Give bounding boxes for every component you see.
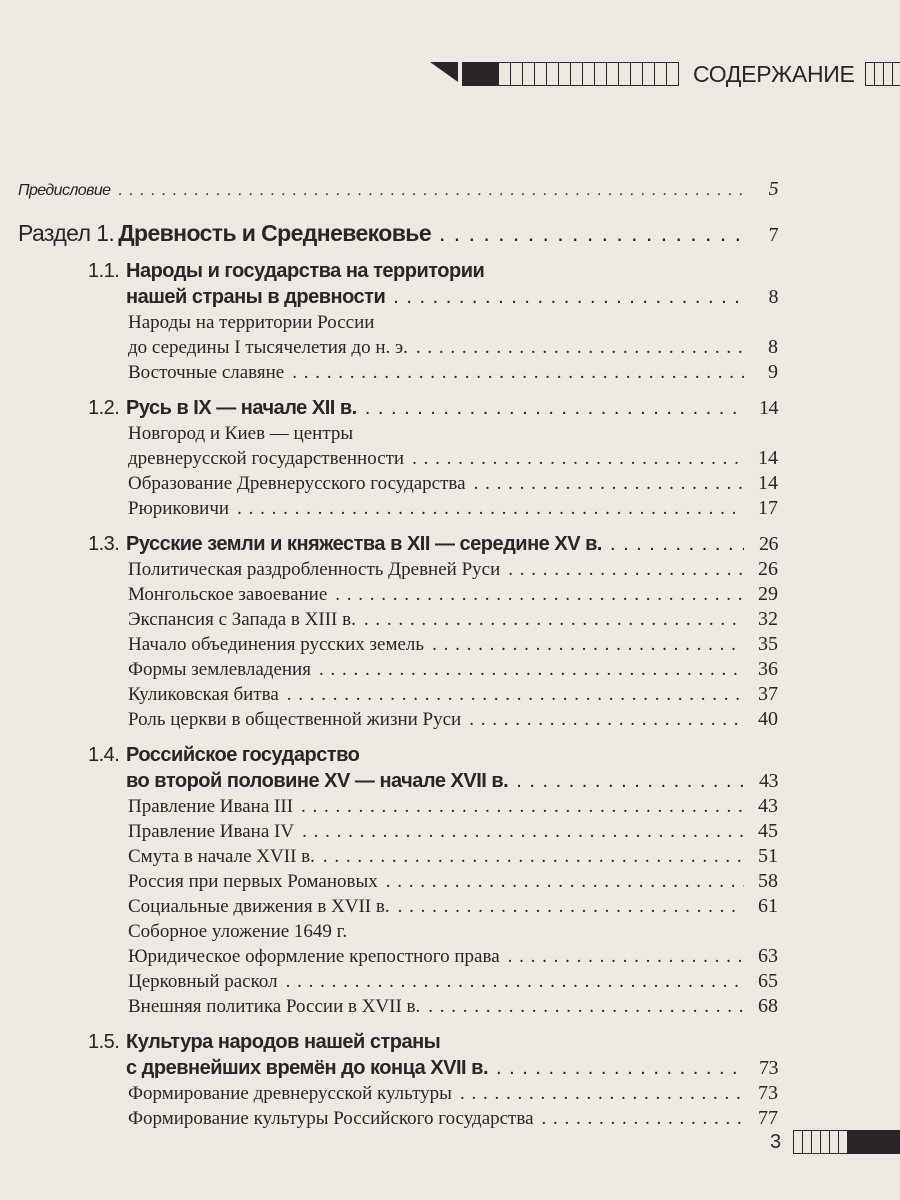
- page-number: 58: [758, 870, 778, 892]
- dot-leader: [301, 794, 744, 819]
- dot-leader: [302, 819, 744, 844]
- section-number: 1.3.: [88, 533, 120, 555]
- toc-entry-item[interactable]: [18, 360, 778, 385]
- entry-title: Восточные славяне: [128, 362, 285, 383]
- dot-leader: [237, 496, 744, 521]
- dot-leader: [460, 1081, 744, 1106]
- dot-leader: [469, 707, 744, 732]
- toc-entry-item[interactable]: [18, 421, 778, 446]
- toc-entry-section[interactable]: [18, 742, 778, 768]
- toc-entry-item[interactable]: [18, 894, 778, 919]
- entry-title: древнерусской государственности: [128, 448, 405, 469]
- dot-leader: [516, 768, 744, 794]
- page-number: 61: [758, 895, 778, 917]
- section-number: 1.1.: [88, 260, 120, 282]
- page-number: 40: [758, 708, 778, 730]
- toc-entry-item[interactable]: [18, 869, 778, 894]
- page-number: 17: [758, 497, 778, 519]
- entry-title: Политическая раздробленность Древней Руси: [128, 559, 501, 580]
- page-number: 68: [758, 995, 778, 1017]
- entry-title: Народы на территории России: [128, 312, 375, 333]
- decorative-bar-left: [462, 62, 679, 86]
- toc-entry-item[interactable]: [18, 632, 778, 657]
- entry-title: с древнейших времён до конца XVII в.: [126, 1057, 489, 1079]
- entry-title: Начало объединения русских земель: [128, 634, 425, 655]
- entry-title: нашей страны в древности: [126, 286, 386, 308]
- toc-entry-section[interactable]: [18, 258, 778, 284]
- entry-title: Правление Ивана III: [128, 796, 294, 817]
- dot-leader: [319, 657, 744, 682]
- part-prefix: Раздел 1.: [18, 220, 115, 246]
- entry-title: Рюриковичи: [128, 498, 230, 519]
- entry-title: Монгольское завоевание: [128, 584, 328, 605]
- toc-entry-section[interactable]: [18, 284, 778, 310]
- entry-title: Древность и Средневековье: [118, 220, 432, 246]
- entry-title: Российское государство: [126, 744, 360, 766]
- toc-entry-item[interactable]: [18, 607, 778, 632]
- toc-entry-item[interactable]: [18, 994, 778, 1019]
- dot-leader: [118, 178, 744, 204]
- dot-leader: [416, 335, 744, 360]
- page-number: 7: [768, 224, 778, 246]
- dot-leader: [364, 607, 744, 632]
- page-number: 37: [758, 683, 778, 705]
- entry-title: Культура народов нашей страны: [126, 1031, 441, 1053]
- dot-leader: [287, 682, 744, 707]
- entry-title: до середины I тысячелетия до н. э.: [128, 337, 408, 358]
- entry-title: Предисловие: [18, 182, 111, 199]
- toc-entry-item[interactable]: [18, 657, 778, 682]
- dot-leader: [365, 395, 744, 421]
- page-number: 63: [758, 945, 778, 967]
- entry-title: Внешняя политика России в XVII в.: [128, 996, 421, 1017]
- page-number: 36: [758, 658, 778, 680]
- page-number: 26: [759, 533, 778, 555]
- toc-entry-item[interactable]: [18, 944, 778, 969]
- entry-title: Куликовская битва: [128, 684, 279, 705]
- entry-title: Церковный раскол: [128, 971, 278, 992]
- entry-title: Россия при первых Романовых: [128, 871, 378, 892]
- toc-entry-item[interactable]: [18, 919, 778, 944]
- dot-leader: [439, 220, 744, 246]
- dot-leader: [398, 894, 744, 919]
- entry-title: Роль церкви в общественной жизни Руси: [128, 709, 462, 730]
- toc-entry-item[interactable]: [18, 582, 778, 607]
- entry-title: Правление Ивана IV: [128, 821, 295, 842]
- page-number: 73: [759, 1057, 778, 1079]
- entry-title: Русские земли и княжества в XII — середине XV в.: [126, 533, 602, 555]
- dot-leader: [496, 1055, 744, 1081]
- decorative-bar-right: [865, 62, 900, 86]
- toc-entry-item[interactable]: [18, 794, 778, 819]
- page-number: 77: [758, 1107, 778, 1129]
- toc-entry-section[interactable]: [18, 1055, 778, 1081]
- page-number: 73: [758, 1082, 778, 1104]
- toc-entry-section[interactable]: [18, 768, 778, 794]
- page-title: СОДЕРЖАНИЕ: [693, 60, 855, 87]
- page-number: 3: [770, 1130, 782, 1153]
- entry-title: [118, 220, 431, 246]
- entry-title: Юридическое оформление крепостного права: [128, 946, 500, 967]
- dot-leader: [335, 582, 744, 607]
- page-number: 26: [758, 558, 778, 580]
- toc-entry-section[interactable]: [18, 1029, 778, 1055]
- entry-title: Образование Древнерусского государства: [128, 473, 466, 494]
- toc-entry-item[interactable]: [18, 446, 778, 471]
- page-number: 14: [758, 472, 778, 494]
- entry-title: во второй половине XV — начале XVII в.: [126, 770, 509, 792]
- dot-leader: [508, 944, 744, 969]
- toc-entry-section[interactable]: [18, 531, 778, 557]
- toc-entry-item[interactable]: [18, 471, 778, 496]
- toc-entry-item[interactable]: [18, 557, 778, 582]
- toc-entry-item[interactable]: [18, 682, 778, 707]
- page-number: 8: [768, 336, 778, 358]
- dot-leader: [292, 360, 744, 385]
- decorative-wedge: [430, 62, 458, 82]
- toc-entry-item[interactable]: [18, 844, 778, 869]
- entry-title: Формирование культуры Российского государства: [128, 1108, 534, 1129]
- decorative-bar-footer: [793, 1130, 900, 1154]
- dot-leader: [412, 446, 744, 471]
- page-number: 9: [768, 361, 778, 383]
- entry-title: Русь в IX — начале XII в.: [126, 397, 357, 419]
- section-number: 1.2.: [88, 397, 120, 419]
- page-number: 51: [758, 845, 778, 867]
- toc-entry-item[interactable]: [18, 819, 778, 844]
- page-number: 5: [768, 178, 778, 200]
- toc-entry-item[interactable]: [18, 335, 778, 360]
- page-number: 43: [758, 795, 778, 817]
- page-number: 65: [758, 970, 778, 992]
- dot-leader: [323, 844, 744, 869]
- page-number: 45: [758, 820, 778, 842]
- dot-leader: [542, 1106, 744, 1131]
- page-number: 8: [768, 286, 778, 308]
- dot-leader: [508, 557, 744, 582]
- dot-leader: [428, 994, 744, 1019]
- page-number: 14: [758, 447, 778, 469]
- entry-title: Народы и государства на территории: [126, 260, 485, 282]
- dot-leader: [393, 284, 744, 310]
- toc-entry-preface[interactable]: [18, 176, 778, 204]
- entry-title: Новгород и Киев — центры: [128, 423, 354, 444]
- entry-title: Соборное уложение 1649 г.: [128, 921, 348, 942]
- page-number: 29: [758, 583, 778, 605]
- table-of-contents: [18, 176, 778, 1131]
- toc-entry-part[interactable]: [18, 220, 778, 248]
- section-number: 1.5.: [88, 1031, 120, 1053]
- dot-leader: [610, 531, 744, 557]
- toc-entry-item[interactable]: [18, 310, 778, 335]
- entry-title: Смута в начале XVII в.: [128, 846, 315, 867]
- entry-title: Формы землевладения: [128, 659, 311, 680]
- section-number: 1.4.: [88, 744, 120, 766]
- entry-title: Социальные движения в XVII в.: [128, 896, 390, 917]
- page-number: 32: [758, 608, 778, 630]
- entry-title: Формирование древнерусской культуры: [128, 1083, 452, 1104]
- dot-leader: [432, 632, 744, 657]
- page-number: 14: [759, 397, 778, 419]
- toc-entry-item[interactable]: [18, 707, 778, 732]
- toc-entry-item[interactable]: [18, 1106, 778, 1131]
- page-number: 35: [758, 633, 778, 655]
- page-footer: [770, 1130, 900, 1154]
- toc-entry-section[interactable]: [18, 395, 778, 421]
- dot-leader: [474, 471, 744, 496]
- page-number: 43: [759, 770, 778, 792]
- toc-entry-item[interactable]: [18, 1081, 778, 1106]
- dot-leader: [386, 869, 744, 894]
- toc-entry-item[interactable]: [18, 969, 778, 994]
- dot-leader: [286, 969, 744, 994]
- running-header: [430, 58, 900, 90]
- toc-entry-item[interactable]: [18, 496, 778, 521]
- entry-title: Экспансия с Запада в XIII в.: [128, 609, 356, 630]
